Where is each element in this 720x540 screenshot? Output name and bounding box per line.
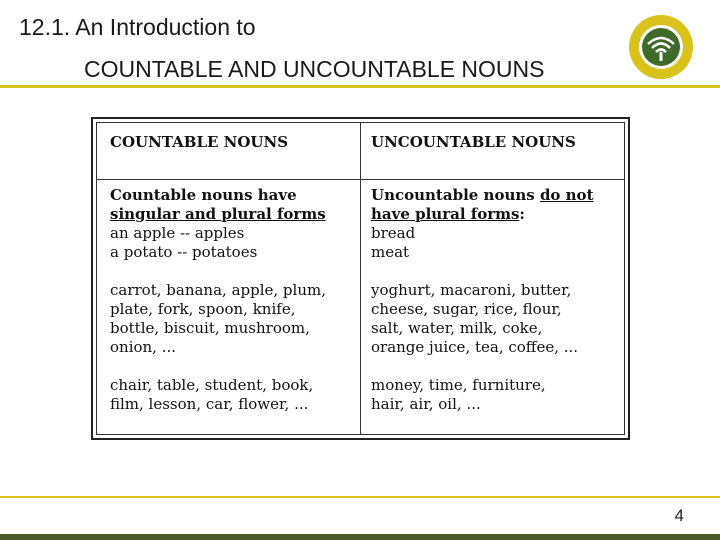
slide-title-line2: COUNTABLE AND UNCOUNTABLE NOUNS (84, 56, 545, 82)
countable-other-line: film, lesson, car, flower, ... (110, 395, 309, 413)
countable-example2: a potato -- potatoes (110, 243, 258, 261)
uncountable-rule-part3: have plural forms (371, 205, 520, 223)
slide-title-line1: 12.1. An Introduction to (19, 14, 256, 40)
nouns-table (91, 117, 630, 440)
uncountable-other-line: money, time, furniture, (371, 376, 546, 394)
uncountable-other-line: hair, air, oil, ... (371, 395, 481, 413)
uncountable-rule-line2 (371, 205, 624, 224)
header-divider (0, 85, 720, 88)
uncountable-rule-part1: Uncountable nouns (371, 186, 540, 204)
footer-divider (0, 496, 720, 498)
countable-food-line: bottle, biscuit, mushroom, (110, 319, 310, 337)
countable-food-line: onion, ... (110, 338, 177, 356)
countable-rule-line2: singular and plural forms (110, 205, 326, 223)
uncountable-example2: meat (371, 243, 410, 261)
page-number: 4 (674, 506, 684, 525)
footer-bar (0, 534, 720, 540)
countable-other-line: chair, table, student, book, (110, 376, 314, 394)
uncountable-rule-part2: do not (539, 186, 594, 204)
university-seal-icon (628, 14, 694, 80)
uncountable-cell (361, 180, 625, 435)
uncountable-food-line: yoghurt, macaroni, butter, (371, 281, 572, 299)
uncountable-food-line: orange juice, tea, coffee, ... (371, 338, 579, 356)
uncountable-rule-line1 (371, 186, 624, 205)
countable-example1: an apple -- apples (110, 224, 245, 242)
countable-food-line: carrot, banana, apple, plum, (110, 281, 326, 299)
uncountable-rule-colon: : (519, 205, 525, 223)
uncountable-food-line: cheese, sugar, rice, flour, (371, 300, 562, 318)
header-countable: COUNTABLE NOUNS (97, 123, 361, 180)
uncountable-food-line: salt, water, milk, coke, (371, 319, 543, 337)
countable-food-line: plate, fork, spoon, knife, (110, 300, 296, 318)
countable-cell (97, 180, 361, 435)
countable-rule-line1: Countable nouns have (110, 186, 297, 204)
uncountable-example1: bread (371, 224, 416, 242)
header-uncountable: UNCOUNTABLE NOUNS (361, 123, 625, 180)
